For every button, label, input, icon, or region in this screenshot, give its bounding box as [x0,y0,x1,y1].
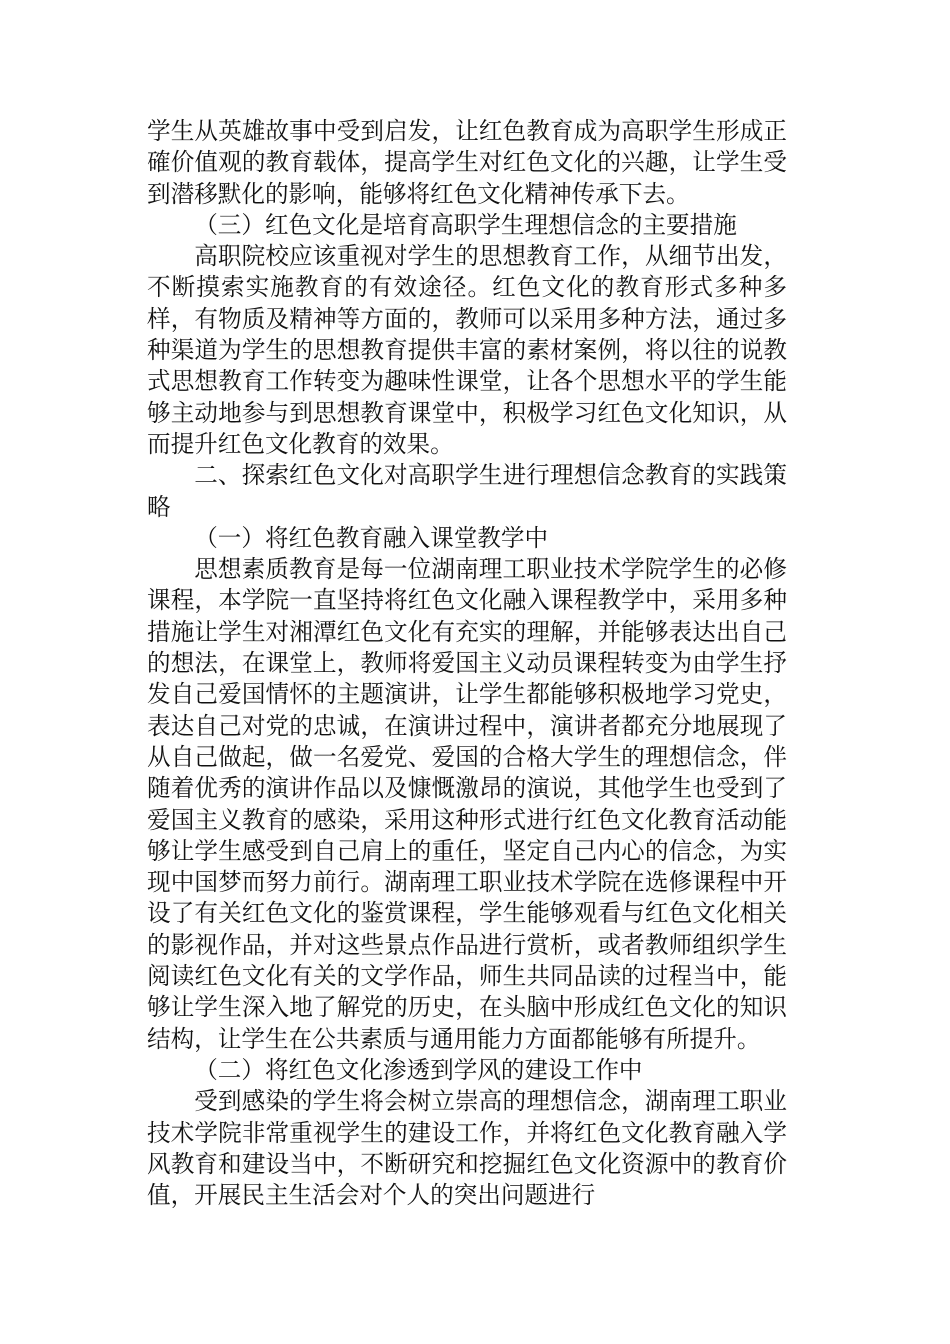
subsection-heading-1: （一）将红色教育融入课堂教学中 [194,523,549,552]
subsection-heading-3: （三）红色文化是培育高职学生理想信念的主要措施 [194,210,737,239]
section-heading-2: 二、探索红色文化对高职学生进行理想信念教育的实践策略 [147,461,787,521]
document-body [147,116,787,1211]
body-paragraph-continuation: 学生从英雄故事中受到启发，让红色教育成为高职学生形成正確价值观的教育载体，提高学生对红色文化的兴趣，让学生受到潜移默化的影响，能够将红色文化精神传承下去。 [147,117,787,208]
subsection-heading-2: （二）将红色文化渗透到学风的建设工作中 [194,1055,643,1084]
body-paragraph: 高职院校应该重视对学生的思想教育工作，从细节出发，不断摸索实施教育的有效途径。红色文化的教育形式多种多样，有物质及精神等方面的，教师可以采用多种方法，通过多种渠道为学生的思想教育提供丰富的素材案例，将以往的说教式思想教育工作转变为趣味性课堂，让各个思想水平的学生能够主动地参与到思想教育课堂中，积极学习红色文化知识，从而提升红色文化教育的效果。 [147,242,787,458]
body-paragraph: 受到感染的学生将会树立崇高的理想信念，湖南理工职业技术学院非常重视学生的建设工作，并将红色文化教育融入学风教育和建设当中，不断研究和挖掘红色文化资源中的教育价值，开展民主生活会对个人的突出问题进行 [147,1087,787,1210]
body-paragraph: 思想素质教育是每一位湖南理工职业技术学院学生的必修课程，本学院一直坚持将红色文化融入课程教学中，采用多种措施让学生对湘潭红色文化有充实的理解，并能够表达出自己的想法，在课堂上，教师将爱国主义动员课程转变为由学生抒发自己爱国情怀的主题演讲，让学生都能够积极地学习党史，表达自己对党的忠诚，在演讲过程中，演讲者都充分地展现了从自己做起，做一名爱党、爱国的合格大学生的理想信念，伴随着优秀的演讲作品以及慷慨激昂的演说，其他学生也受到了爱国主义教育的感染，采用这种形式进行红色文化教育活动能够让学生感受到自己肩上的重任，坚定自己内心的信念，为实现中国梦而努力前行。湖南理工职业技术学院在选修课程中开设了有关红色文化的鉴赏课程，学生能够观看与红色文化相关的影视作品，并对这些景点作品进行赏析，或者教师组织学生阅读红色文化有关的文学作品，师生共同品读的过程当中，能够让学生深入地了解党的历史，在头脑中形成红色文化的知识结构，让学生在公共素质与通用能力方面都能够有所提升。 [147,555,787,1053]
